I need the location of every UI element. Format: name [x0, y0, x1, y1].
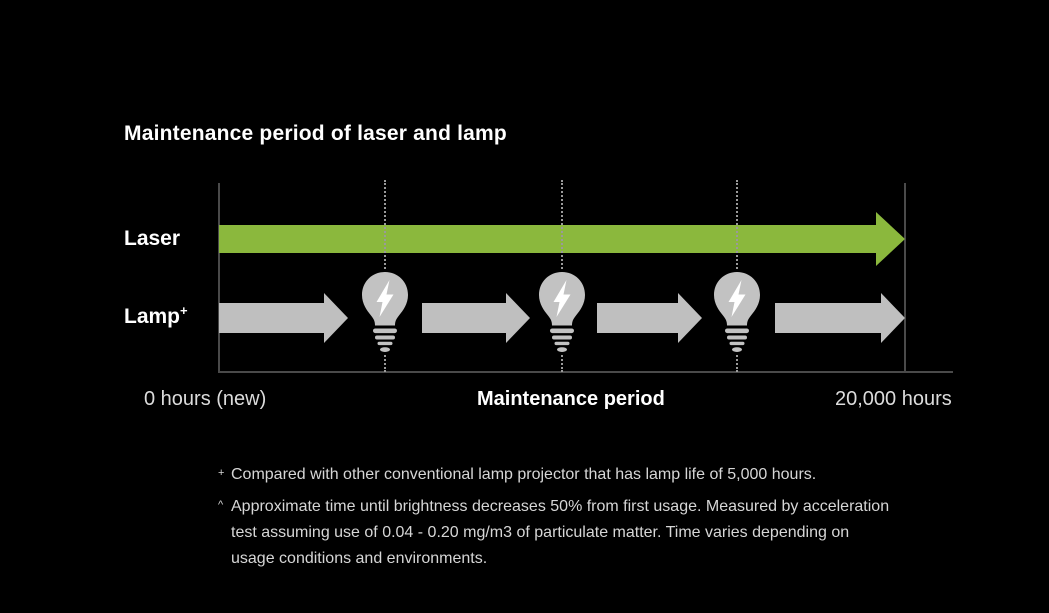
laser-row-label: Laser: [124, 227, 181, 250]
lamp-arrow-1-head: [324, 293, 348, 343]
lamp-row-label: [124, 305, 188, 329]
footnote-brightness-measurement: [218, 494, 889, 572]
axis-label-end: 20,000 hours: [835, 388, 952, 410]
lamp-label-footnote-marker: +: [180, 303, 188, 318]
footnote-text: Approximate time until brightness decreases 50% from first usage. Measured by acceleration test assuming use of 0.04 - 0.20 mg/m3 of particulate matter. Time varies depending on usage conditions and environments.: [231, 498, 890, 567]
lamp-label-text: Lamp: [124, 305, 181, 328]
lightbulb-bolt-icon: [713, 271, 761, 353]
laser-arrow-head: [876, 212, 905, 266]
x-axis-line: [218, 371, 953, 373]
lamp-arrow-1-shaft: [219, 303, 324, 333]
footnote-marker-caret: ^: [218, 499, 224, 511]
lamp-arrow-2-shaft: [422, 303, 506, 333]
lamp-arrow-4-shaft: [775, 303, 881, 333]
lightbulb-bolt-icon: [361, 271, 409, 353]
lamp-arrow-3-shaft: [597, 303, 678, 333]
laser-arrow-shaft: [219, 225, 876, 253]
axis-label-maintenance-period: Maintenance period: [477, 388, 665, 410]
footnote-marker-plus: +: [218, 467, 225, 479]
lamp-arrow-3-head: [678, 293, 702, 343]
footnote-text: Compared with other conventional lamp projector that has lamp life of 5,000 hours.: [231, 466, 817, 483]
lamp-arrow-4-head: [881, 293, 905, 343]
axis-label-start: 0 hours (new): [144, 388, 267, 410]
y-axis-line: [218, 183, 220, 373]
footnote-lamp-comparison: [218, 462, 816, 488]
lamp-arrow-2-head: [506, 293, 530, 343]
diagram-title: Maintenance period of laser and lamp: [124, 122, 507, 145]
lightbulb-bolt-icon: [538, 271, 586, 353]
